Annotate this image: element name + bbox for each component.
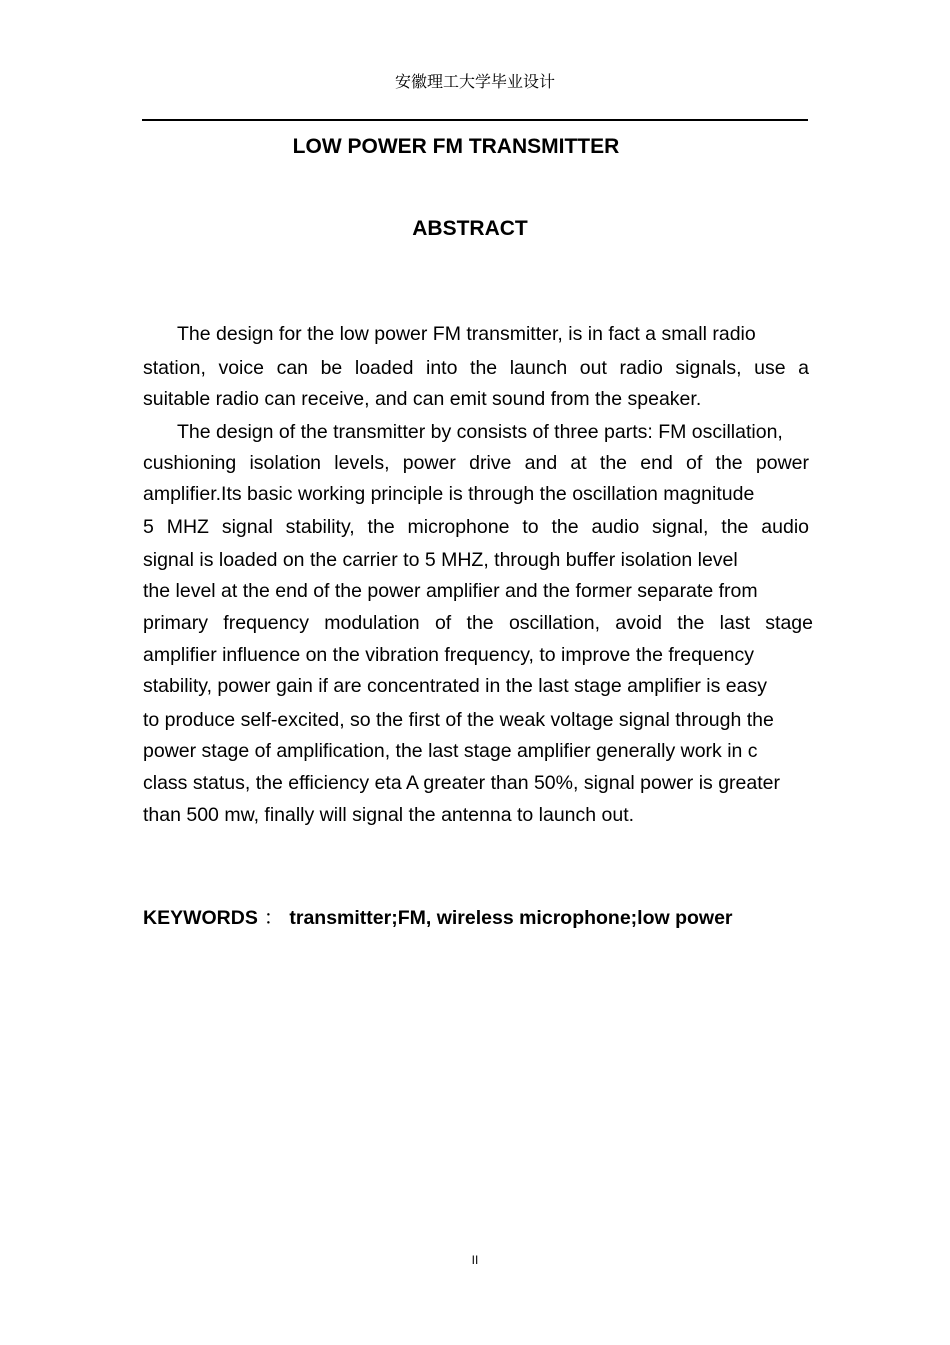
keywords-separator: ： [263,907,284,929]
abstract-line: station, voice can be loaded into the launch out radio signals, use a [143,357,809,379]
abstract-line: primary frequency modulation of the oscillation, avoid the last stage [143,612,813,634]
abstract-line: to produce self-excited, so the first of the weak voltage signal through the [143,709,774,731]
page-number: II [471,1253,479,1267]
abstract-line: stability, power gain if are concentrated in the last stage amplifier is easy [143,675,767,697]
abstract-heading: ABSTRACT [412,217,528,240]
abstract-line: The design of the transmitter by consists of three parts: FM oscillation, [177,421,783,443]
keywords-value: transmitter;FM, wireless microphone;low power [289,907,733,929]
page-header: 安徽理工大学毕业设计 [394,72,555,91]
abstract-line: cushioning isolation levels, power drive and at the end of the power [143,452,809,474]
abstract-line: 5 MHZ signal stability, the microphone to the audio signal, the audio [143,516,809,538]
keywords-label: KEYWORDS [143,907,258,929]
abstract-line: signal is loaded on the carrier to 5 MHZ, through buffer isolation level [143,549,738,571]
keywords-line [143,906,733,930]
abstract-line: power stage of amplification, the last stage amplifier generally work in c [143,740,758,762]
abstract-line: suitable radio can receive, and can emit sound from the speaker. [143,388,702,410]
abstract-line: than 500 mw, finally will signal the antenna to launch out. [143,804,635,826]
abstract-line: The design for the low power FM transmitter, is in fact a small radio [177,323,756,345]
abstract-line: amplifier influence on the vibration frequency, to improve the frequency [143,644,754,666]
document-title: LOW POWER FM TRANSMITTER [292,135,620,158]
abstract-line: class status, the efficiency eta A greater than 50%, signal power is greater [143,772,780,794]
abstract-line: amplifier.Its basic working principle is through the oscillation magnitude [143,483,755,505]
abstract-line: the level at the end of the power amplifier and the former separate from [143,580,758,602]
header-rule [142,119,808,121]
